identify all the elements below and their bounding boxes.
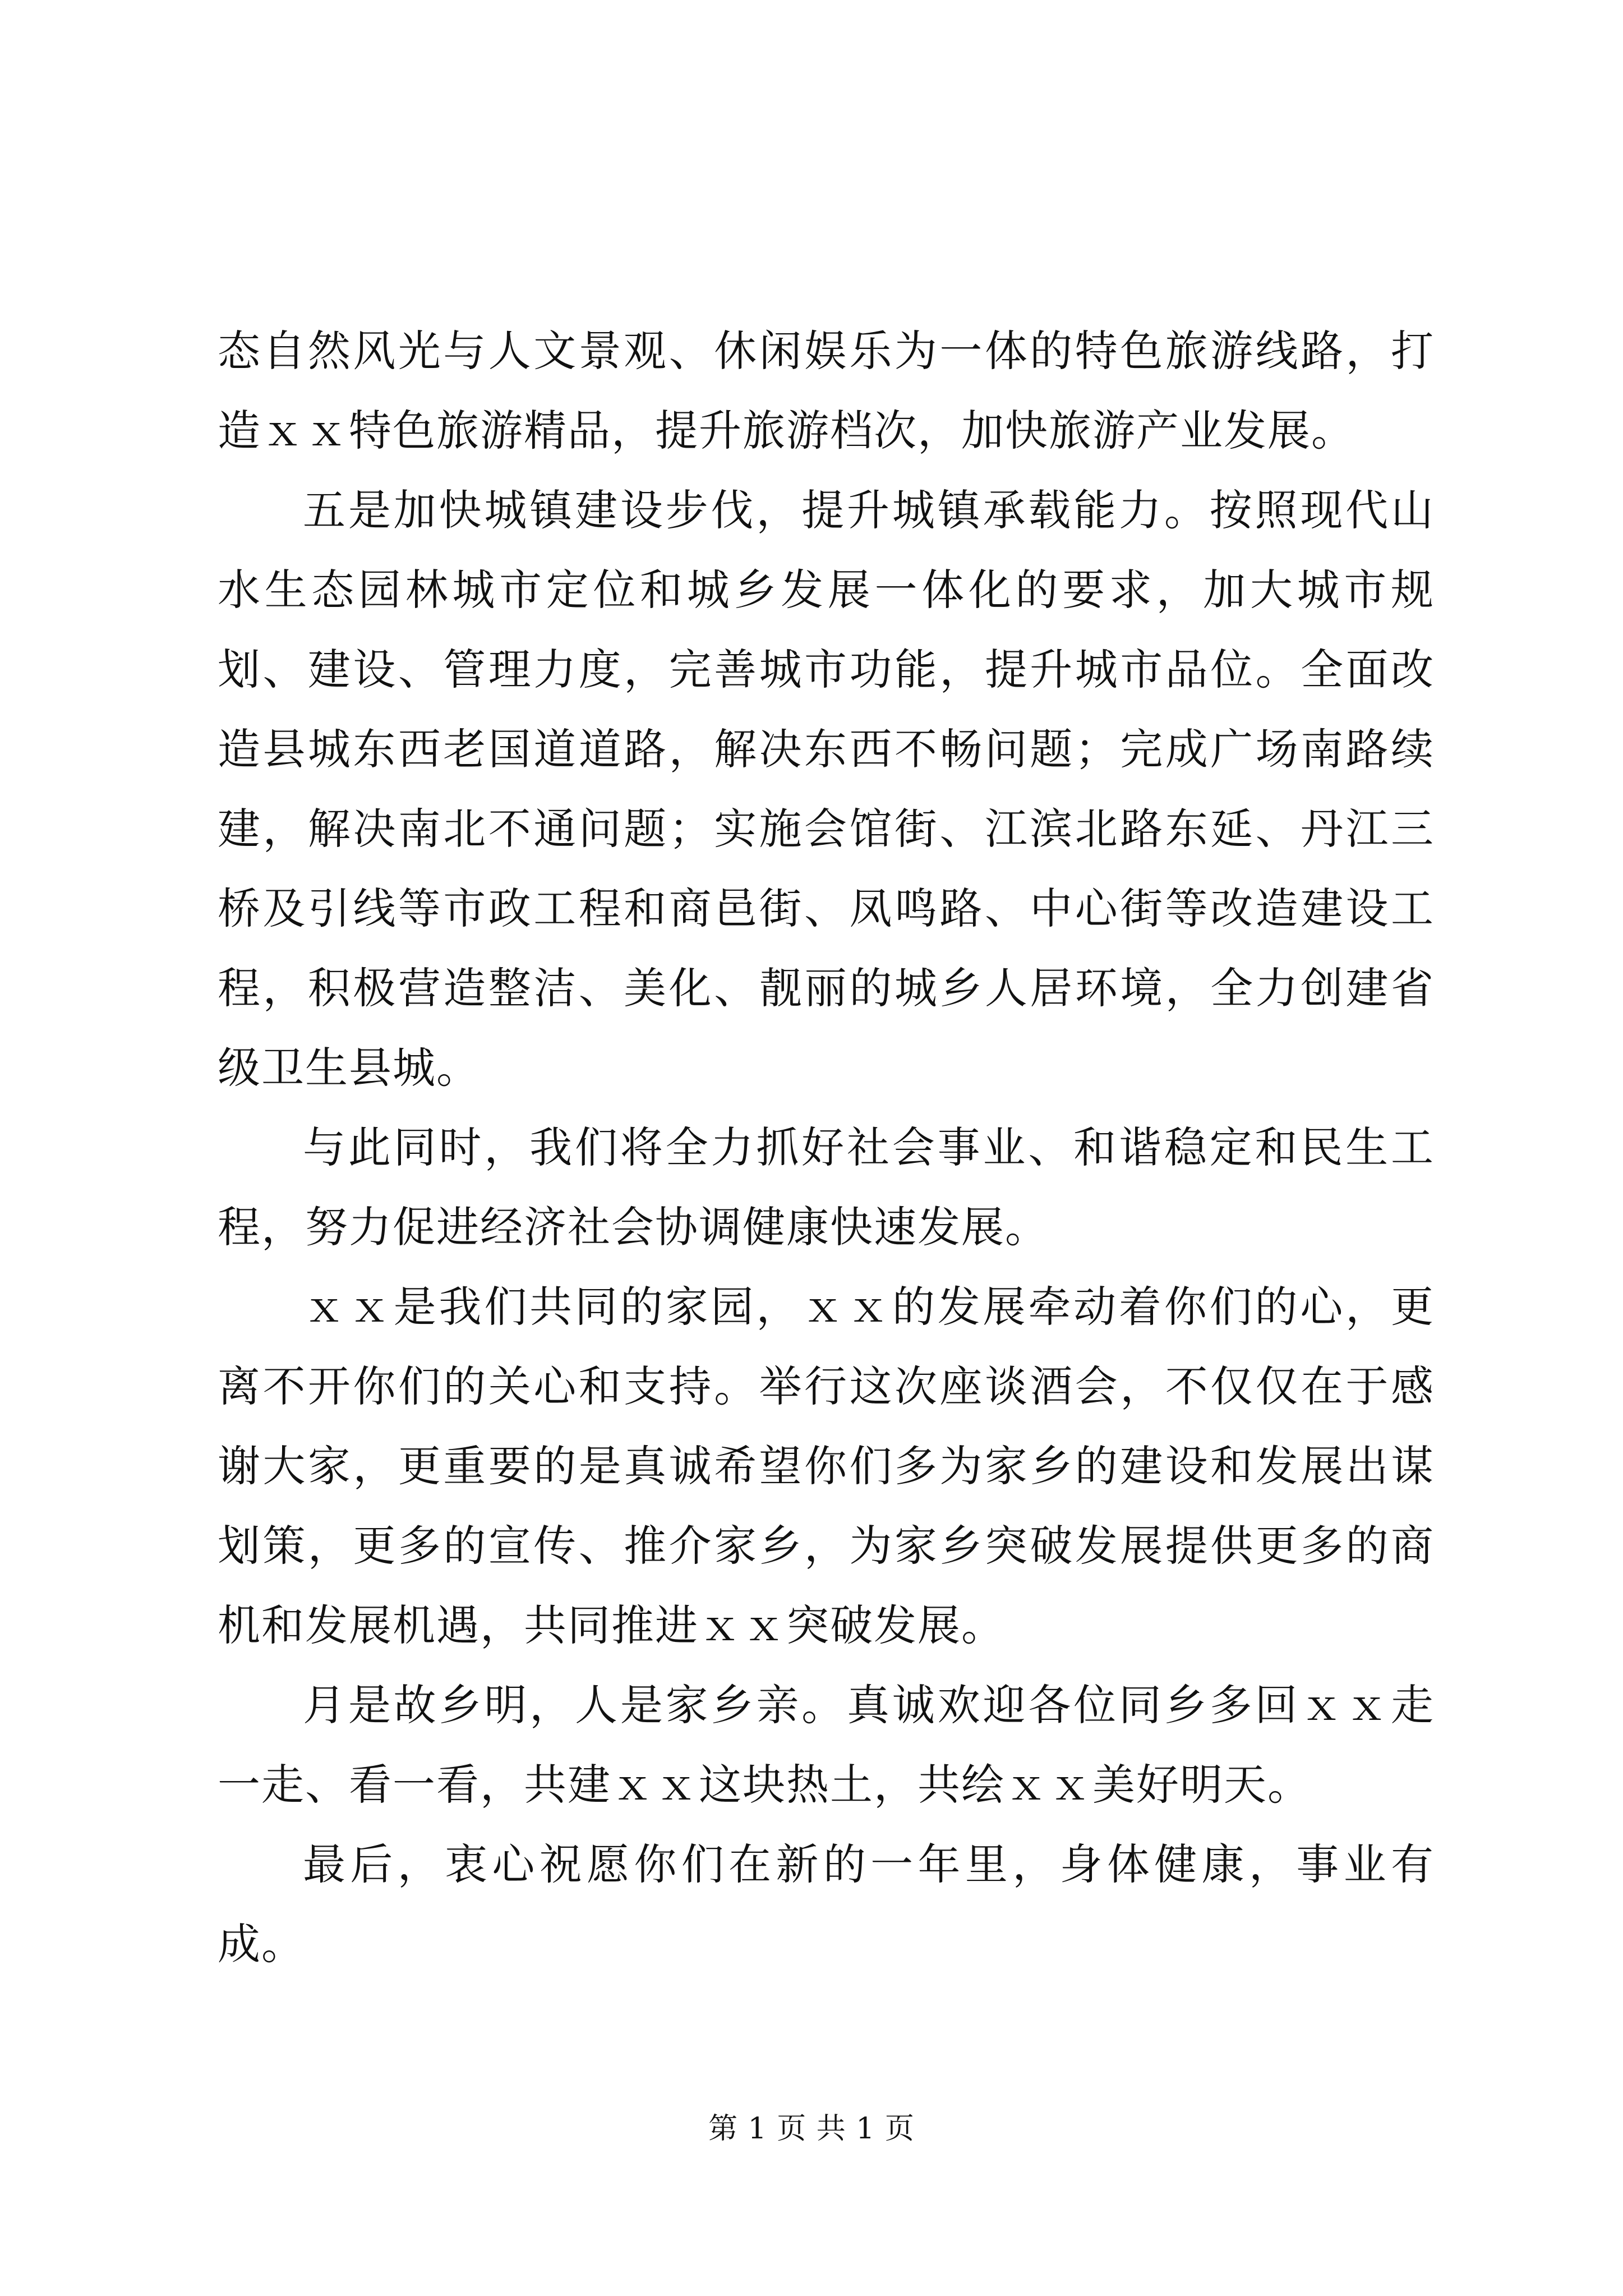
page-footer: 第 1 页 共 1 页 (708, 2112, 915, 2146)
paragraph-urban-construction: 五是加快城镇建设步伐，提升城镇承载能力。按照现代山水生态园林城市定位和城乡发展一体化的要求，加大城市规划、建设、管理力度，完善城市功能，提升城市品位。全面改造县城东西老国道道路，解决东西不畅问题；完成广场南路续建，解决南北不通问题；实施会馆街、江滨北路东延、丹江三桥及引线等市政工程和商邑街、凤鸣路、中心街等改造建设工程，积极营造整洁、美化、靓丽的城乡人居环境，全力创建省级卫生县城。 (218, 485, 1435, 1093)
paragraph-social-development: 与此同时，我们将全力抓好社会事业、和谐稳定和民生工程，努力促进经济社会协调健康快速发展。 (218, 1122, 1435, 1252)
paragraph-welcome: 月是故乡明，人是家乡亲。真诚欢迎各位同乡多回ｘｘ走一走、看一看，共建ｘｘ这块热土，共绘ｘｘ美好明天。 (218, 1680, 1435, 1810)
paragraph-closing-wishes: 最后，衷心祝愿你们在新的一年里，身体健康，事业有成。 (218, 1839, 1435, 1969)
paragraph-continued: 态自然风光与人文景观、休闲娱乐为一体的特色旅游线路，打造ｘｘ特色旅游精品，提升旅游档次，加快旅游产业发展。 (218, 326, 1435, 455)
document-body (218, 311, 1435, 1984)
paragraph-hometown-support: ｘｘ是我们共同的家园，ｘｘ的发展牵动着你们的心，更离不开你们的关心和支持。举行这次座谈酒会，不仅仅在于感谢大家，更重要的是真诚希望你们多为家乡的建设和发展出谋划策，更多的宣传、推介家乡，为家乡突破发展提供更多的商机和发展机遇，共同推进ｘｘ突破发展。 (218, 1282, 1435, 1650)
